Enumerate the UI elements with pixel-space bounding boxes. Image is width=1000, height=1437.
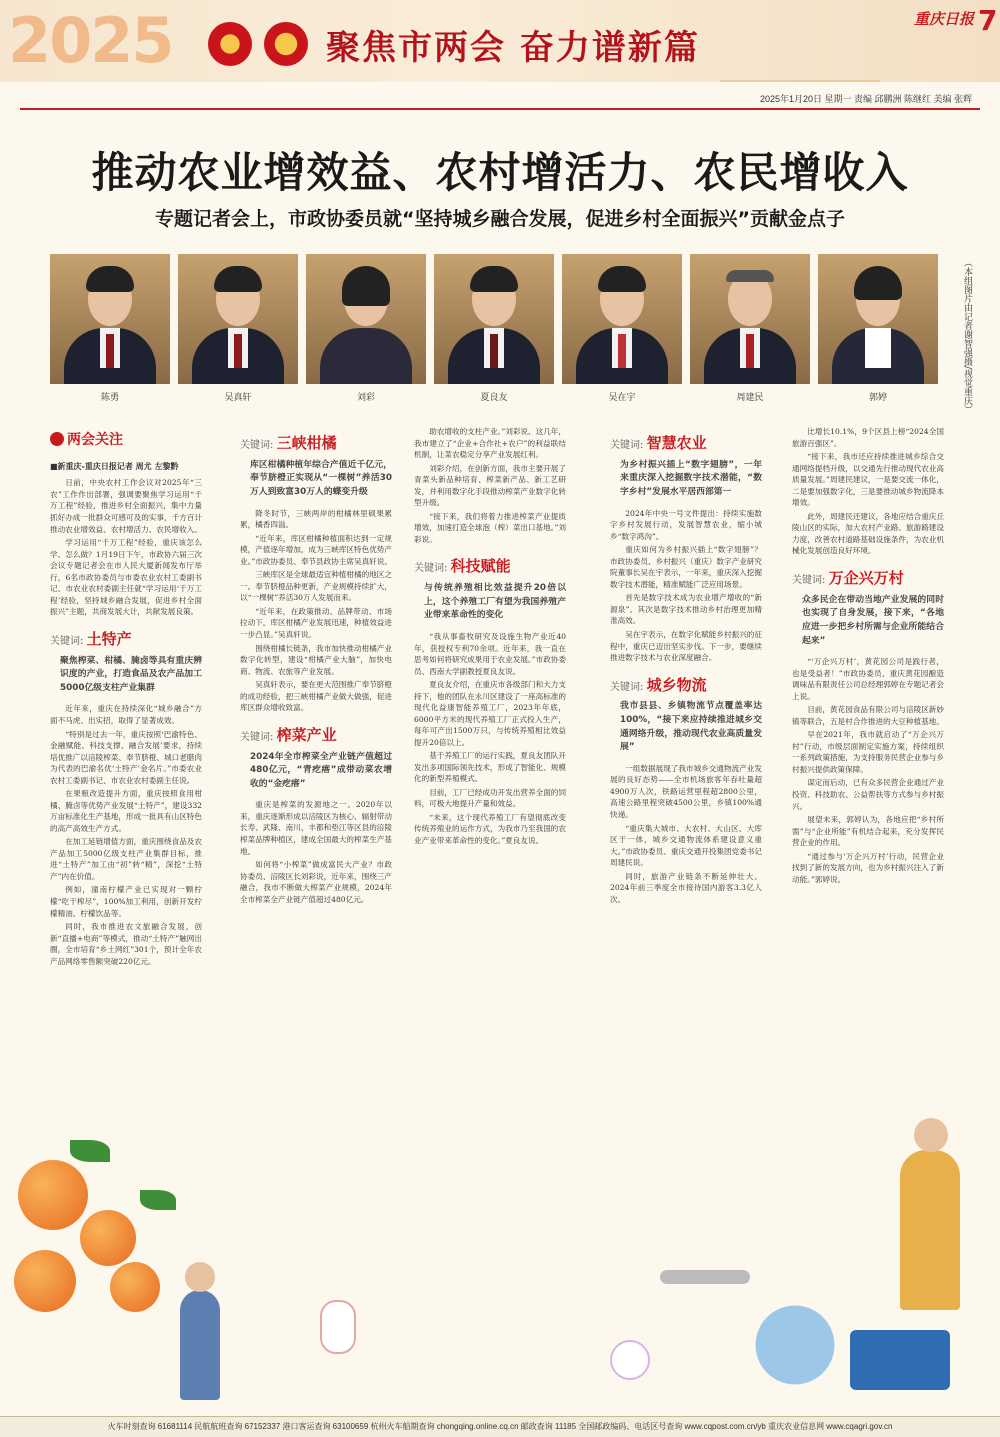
paragraph: 目前，工厂已经成功开发出营养全面的饲料，可极大地提升产量和效益。 bbox=[414, 787, 566, 809]
keyword: 智慧农业 bbox=[646, 434, 707, 452]
orange-illustration bbox=[80, 1210, 136, 1266]
paragraph: “重庆集大城市、大农村、大山区、大库区于一体，城乡交通物流体系建设意义重大。”市政协委员、重庆交通开投集团党委书记周建民说。 bbox=[610, 823, 762, 868]
masthead-headline: 聚焦市两会 奋力谱新篇 bbox=[326, 28, 700, 68]
page-number: 7 bbox=[978, 4, 998, 37]
paragraph: 例如，潼南柠檬产业已实现对一颗柠檬“吃干榨尽”，100%加工利用，创新开发柠檬精油、柠檬饮品等。 bbox=[50, 885, 202, 918]
paragraph: 目前，黄花园食品有限公司与涪陵区新妙镇等联合，五是村合作推进的大豆种植基地。 bbox=[792, 705, 944, 726]
footer-info-bar: 火车时刻查询 61681114 民航航班查询 67152337 港口客运查询 63100659 杭州火车船期查询 chongqing.online.cq.cn 邮政查询 11185 全国邮政编码、电话区号查询 www.cqpost.com.cn/yb 重庆农业信息网 www.cqagri.gov.cn bbox=[0, 1416, 1000, 1437]
drone-illustration bbox=[660, 1270, 750, 1284]
keyword-deck: 2024年全市榨菜全产业链产值超过480亿元，“青疙瘩”成带动菜农增收的“金疙瘩” bbox=[250, 751, 392, 789]
paragraph: “‘万企兴万村’，黄花园公司是践行者，也是受益者！”市政协委员、重庆黄花园酿造调味品有限责任公司总经理郭婷在专题记者会上说。 bbox=[792, 657, 944, 701]
keyword: 土特产 bbox=[86, 629, 132, 648]
globe-illustration bbox=[740, 1300, 850, 1390]
paragraph: 谋定而后动，已有众多民营企业通过产业投资、科技助农、公益帮扶等方式参与乡村振兴。 bbox=[792, 778, 944, 811]
portrait-photo bbox=[434, 254, 554, 384]
paragraph: 围绕柑橘长链条，我市加快推动柑橘产业数字化转型，建设“柑橘产业大脑”，加快电商、物流、农旅等产业发展。 bbox=[240, 643, 392, 676]
paragraph: 在果粮改造提升方面，重庆按照食用柑橘、腌卤等优势产业发展“土特产”，建设332万亩标准化生产基地，形成一批具有山区特色的高产高效生产方式。 bbox=[50, 789, 202, 833]
paragraph: “接下来，我们将着力推进榨菜产业提质增效，加速打造全球泡（榨）菜出口基地。”刘彩说。 bbox=[414, 511, 566, 544]
keyword-deck: 为乡村振兴插上“数字翅膀”，一年来重庆深入挖掘数字技术潜能，“数字乡村”发展水平居西部第一 bbox=[620, 459, 762, 498]
portrait-photo bbox=[306, 254, 426, 384]
paragraph: 同时，旅游产业链条不断延伸壮大。2024年前三季度全市接待国内游客3.3亿人次。 bbox=[610, 871, 762, 904]
photo-caption: 吴在宇 bbox=[608, 393, 636, 403]
keyword-heading: 关键词: 万企兴万村 bbox=[792, 568, 904, 587]
column-3 bbox=[414, 426, 566, 849]
portrait-photo bbox=[178, 254, 298, 384]
paragraph: 近年来，重庆在持续深化“城乡融合”方面不马虎、出实招，取得了显著成效。 bbox=[50, 704, 202, 725]
photo-caption: 陈勇 bbox=[100, 393, 119, 403]
paragraph: 重庆如何为乡村振兴插上“数字翅膀”？市政协委员、乡村振兴（重庆）数字产业研究院董事长吴在宇表示，一年来，重庆深入挖掘数字技术潜能，精准赋能广泛应用场景。 bbox=[610, 545, 762, 589]
keyword-deck: 众多民企在带动当地产业发展的同时也实现了自身发展，接下来，“各地应进一步把乡村所需与企业所能结合起来” bbox=[802, 594, 944, 646]
paragraph: 助农增收的支柱产业。”刘彩说。这几年，我市建立了“企业+合作社+农户”的利益联结机制，让菜农稳定分享产业发展红利。 bbox=[414, 427, 566, 460]
dateline: 2025年1月20日 星期一 责编 邱鹏洲 陈继红 美编 张辉 bbox=[760, 94, 973, 104]
keyword: 城乡物流 bbox=[646, 675, 707, 694]
paragraph: 学习运用“千万工程”经验，重庆该怎么学、怎么做？1月19日下午，市政协六届三次会议专题记者会在市人民大厦新闻发布厅举行，6名市政协委员与市委农业农村工委副书记、市农业农村委副主任就“学习运用‘千万工程’经验，坚持城乡融合发展，促进乡村全面振兴”主题，共商发展大计，共献发展良策。 bbox=[50, 538, 202, 617]
photo-caption: 周建民 bbox=[736, 393, 764, 403]
paragraph: “特别是过去一年，重庆按照‘巴渝特色、金融赋能、科技支撑、融合发展’要求，持续培优推广以涪陵榨菜、奉节脐橙、城口老腊肉为代表的巴渝名优‘土特产’金名片。”市委农业农村工委副书记、市农业农村委副主任说。 bbox=[50, 729, 202, 785]
paragraph: 降冬时节，三峡两岸的柑橘林里硕果累累，橘香四溢。 bbox=[240, 508, 392, 530]
farmer-head-illustration bbox=[185, 1262, 215, 1292]
keyword-deck: 库区柑橘种植年综合产值近千亿元，奉节脐橙正实现从“一棵树”养活30万人到致富30万人的蝶变升级 bbox=[250, 459, 392, 498]
portrait-photo bbox=[562, 254, 682, 384]
keyword-heading: 关键词: 城乡物流 bbox=[610, 675, 707, 694]
paragraph: “近年来，在政策推动、品牌带动、市场拉动下，库区柑橘产业发展迅速，种植效益进一步凸显。”吴真轩说。 bbox=[240, 606, 392, 639]
paragraph: 重庆是榨菜的发源地之一。2020年以来，重庆逐渐形成以涪陵区为核心、辐射带动长寿、武隆、南川、丰都和垫江等区县的涪陵榨菜品牌种植区，建成全国最大的榨菜生产基地。 bbox=[240, 800, 392, 856]
paragraph: “未来，这个现代养殖工厂有望彻底改变传统养殖业的运作方式，为我市乃至我国的农业产业带来革命性的变化。”夏良友说。 bbox=[414, 812, 566, 846]
keyword-heading: 关键词: 科技赋能 bbox=[414, 557, 511, 576]
skyline-decoration bbox=[720, 30, 880, 82]
paragraph: 2024年中央一号文件提出：持续实施数字乡村发展行动，发展智慧农业，缩小城乡“数字鸿沟”。 bbox=[610, 508, 762, 541]
paragraph: “接下来，我市还应持续推进城乡综合交通网络提档升级，以交通先行推动现代农业高质量发展。”周建民建议，一是要交流一体化，二是要加强数字化，三是要推动城乡物流降本增效。 bbox=[792, 452, 944, 508]
leaf-illustration bbox=[70, 1140, 110, 1162]
paragraph: 同时，我市推进农文旅融合发展，创新“直播+电商”等模式，推动“土特产”触网出圈，全市培育“乡土网红”301个，预计全年农产品网络零售额突破220亿元。 bbox=[50, 922, 202, 966]
paragraph: 吴在宇表示，在数字化赋能乡村振兴的征程中，重庆已迈出坚实步伐。下一步，要继续推进数字技术与农业深度融合。 bbox=[610, 629, 762, 663]
paragraph: 在加工延链增值方面，重庆围绕食品及农产品加工5000亿级支柱产业集群目标，推进“土特产”加工由“初”转“精”，深挖“土特产”内在价值。 bbox=[50, 837, 202, 881]
portrait-photo bbox=[690, 254, 810, 384]
keyword-heading: 关键词: 榨菜产业 bbox=[240, 725, 337, 744]
paragraph: “近年来，库区柑橘种植面积达到一定规模，产值逐年增加，成为三峡库区特色优势产业。”市政协委员、奉节县政协主席吴真轩说。 bbox=[240, 533, 392, 566]
keyword-heading: 关键词: 智慧农业 bbox=[610, 434, 707, 452]
orange-illustration bbox=[110, 1262, 160, 1312]
byline: ■新重庆-重庆日报记者 周尤 左黎黔 bbox=[50, 462, 179, 472]
leaf-illustration bbox=[140, 1190, 176, 1210]
keyword-heading: 关键词: 三峡柑橘 bbox=[240, 434, 337, 452]
farmer-figure-illustration bbox=[900, 1150, 960, 1310]
paragraph: 一组数据展现了我市城乡交通物流产业发展的良好态势——全市机场旅客年吞吐量超4900万人次，铁路运营里程超2800公里，高速公路里程突破4500公里，乡镇100%通快递。 bbox=[610, 763, 762, 819]
thermometer-icon bbox=[320, 1300, 356, 1354]
section-badge-icon bbox=[50, 432, 64, 446]
keyword: 榨菜产业 bbox=[276, 725, 337, 744]
paragraph: 三峡库区是全球最适宜种植柑橘的地区之一。奉节脐橙品种更新，产业规模持续扩大，以“一棵树”养活30万人发展而来。 bbox=[240, 570, 392, 603]
paragraph: 首先是数字技术成为农业增产增收的“新源泉”。其次是数字技术推动乡村治理更加精准高效。 bbox=[610, 593, 762, 626]
cppcc-emblem-icon bbox=[264, 22, 308, 66]
paragraph: 刘彩介绍，在创新方面，我市主要开展了青菜头新品种培育、榨菜新产品、新工艺研发，并利用数字化手段推动榨菜产业数字化转型升级。 bbox=[414, 463, 566, 508]
photo-caption: 刘彩 bbox=[356, 393, 375, 403]
keyword-deck: 我市县县、乡镇物流节点覆盖率达100%，“接下来应持续推进城乡交通网络升级，推动现代农业高质量发展” bbox=[620, 701, 762, 753]
paragraph: 早在2021年，我市就启动了“万企兴万村”行动，市级层面制定实施方案，持续组织一系列政策措施，为支持服务民营企业参与乡村振兴提供政策保障。 bbox=[792, 730, 944, 774]
section-label: 两会关注 bbox=[67, 432, 123, 448]
farmer-figure-illustration bbox=[180, 1290, 220, 1400]
paragraph: “我从事畜牧研究及设施生物产业近40年，获授权专利70余项。近年来，我一直在思考如何将研究成果用于农业发展。”市政协委员、西南大学副教授夏良友说。 bbox=[414, 631, 566, 676]
photo-caption: 郭婷 bbox=[868, 393, 887, 403]
paragraph: 夏良友介绍，在重庆市各级部门和大力支持下，他的团队在永川区建设了一座高标准的现代化益康智能养殖工厂，2023年年底，6000平方米的现代养殖工厂正式投入生产，每年可产出1500万只，与传统养殖相比效益提升20倍以上。 bbox=[414, 680, 566, 747]
section-heading bbox=[50, 430, 202, 451]
keyword-deck: 与传统养殖相比效益提升20倍以上，这个养殖工厂有望为我国养殖产业带来革命性的变化 bbox=[424, 583, 566, 621]
year-watermark: 2025 bbox=[8, 4, 173, 77]
paragraph: “通过参与‘万企兴万村’行动，民营企业找到了新的发展方向，也为乡村振兴注入了新动能。”郭婷说。 bbox=[792, 851, 944, 884]
keyword-heading: 关键词: 土特产 bbox=[50, 629, 132, 648]
photo-caption: 吴真轩 bbox=[224, 393, 252, 403]
paragraph: 比增长10.1%，9个区县上榜“2024全国旅游百强区”。 bbox=[792, 427, 944, 448]
portrait-photo bbox=[818, 254, 938, 384]
photo-caption: 夏良友 bbox=[480, 393, 508, 403]
photo-credit: （本组图片由记者谢智强摄/视觉重庆） bbox=[962, 258, 972, 415]
truck-illustration bbox=[850, 1330, 950, 1390]
column-4 bbox=[610, 432, 762, 907]
newspaper-logo: 重庆日报 bbox=[914, 10, 975, 28]
article-subtitle: 专题记者会上，市政协委员就“坚持城乡融合发展，促进乡村全面振兴”贡献金点子 bbox=[155, 208, 845, 230]
humidity-icon bbox=[610, 1340, 650, 1380]
keyword: 科技赋能 bbox=[450, 557, 511, 576]
orange-illustration bbox=[18, 1160, 88, 1230]
portrait-photo bbox=[50, 254, 170, 384]
keyword: 三峡柑橘 bbox=[276, 434, 337, 452]
national-emblem-icon bbox=[208, 22, 252, 66]
article-title: 推动农业增效益、农村增活力、农民增收入 bbox=[91, 148, 909, 197]
paragraph: 基于养殖工厂的运行实践，夏良友团队开发出多项国际领先技术，形成了智能化、规模化的新型养殖模式。 bbox=[414, 751, 566, 784]
farmer-head-illustration bbox=[914, 1118, 948, 1152]
column-1 bbox=[50, 426, 202, 969]
paragraph: 日前，中央农村工作会议对2025年“三农”工作作出部署，强调要聚焦学习运用“千万工程”经验，推进乡村全面振兴，集中力量抓好办成一批群众可感可及的实事，千方百计推动农业增效益、农村增活力、农民增收入。 bbox=[50, 478, 202, 534]
orange-illustration bbox=[14, 1250, 76, 1312]
paragraph: 如何将“小榨菜”做成富民大产业？市政协委员、涪陵区长刘彩说，近年来，围绕三产融合，我市不断做大榨菜产业规模，2024年全市榨菜全产业链产值超过480亿元。 bbox=[240, 860, 392, 904]
paragraph: 展望未来，郭婷认为，各地应把“乡村所需”与“企业所能”有机结合起来，充分发挥民营企业的作用。 bbox=[792, 815, 944, 848]
header-rule bbox=[20, 108, 980, 110]
column-5 bbox=[792, 426, 944, 887]
paragraph: 吴真轩表示，要在更大范围推广奉节脐橙的成功经验，把三峡柑橘产业做大做强，促进库区群众增收致富。 bbox=[240, 680, 392, 713]
column-2 bbox=[240, 432, 392, 907]
keyword-deck: 聚焦榨菜、柑橘、腌卤等具有重庆辨识度的产业，打造食品及农产品加工5000亿级支柱产业集群 bbox=[60, 655, 202, 693]
paragraph: 此外，周建民还建议，各地应结合重庆丘陵山区的实际，加大农村产业路、旅游路建设力度，改善农村道路基础设施条件，为农业机械化发展创造良好环境。 bbox=[792, 511, 944, 556]
keyword: 万企兴万村 bbox=[828, 568, 904, 587]
